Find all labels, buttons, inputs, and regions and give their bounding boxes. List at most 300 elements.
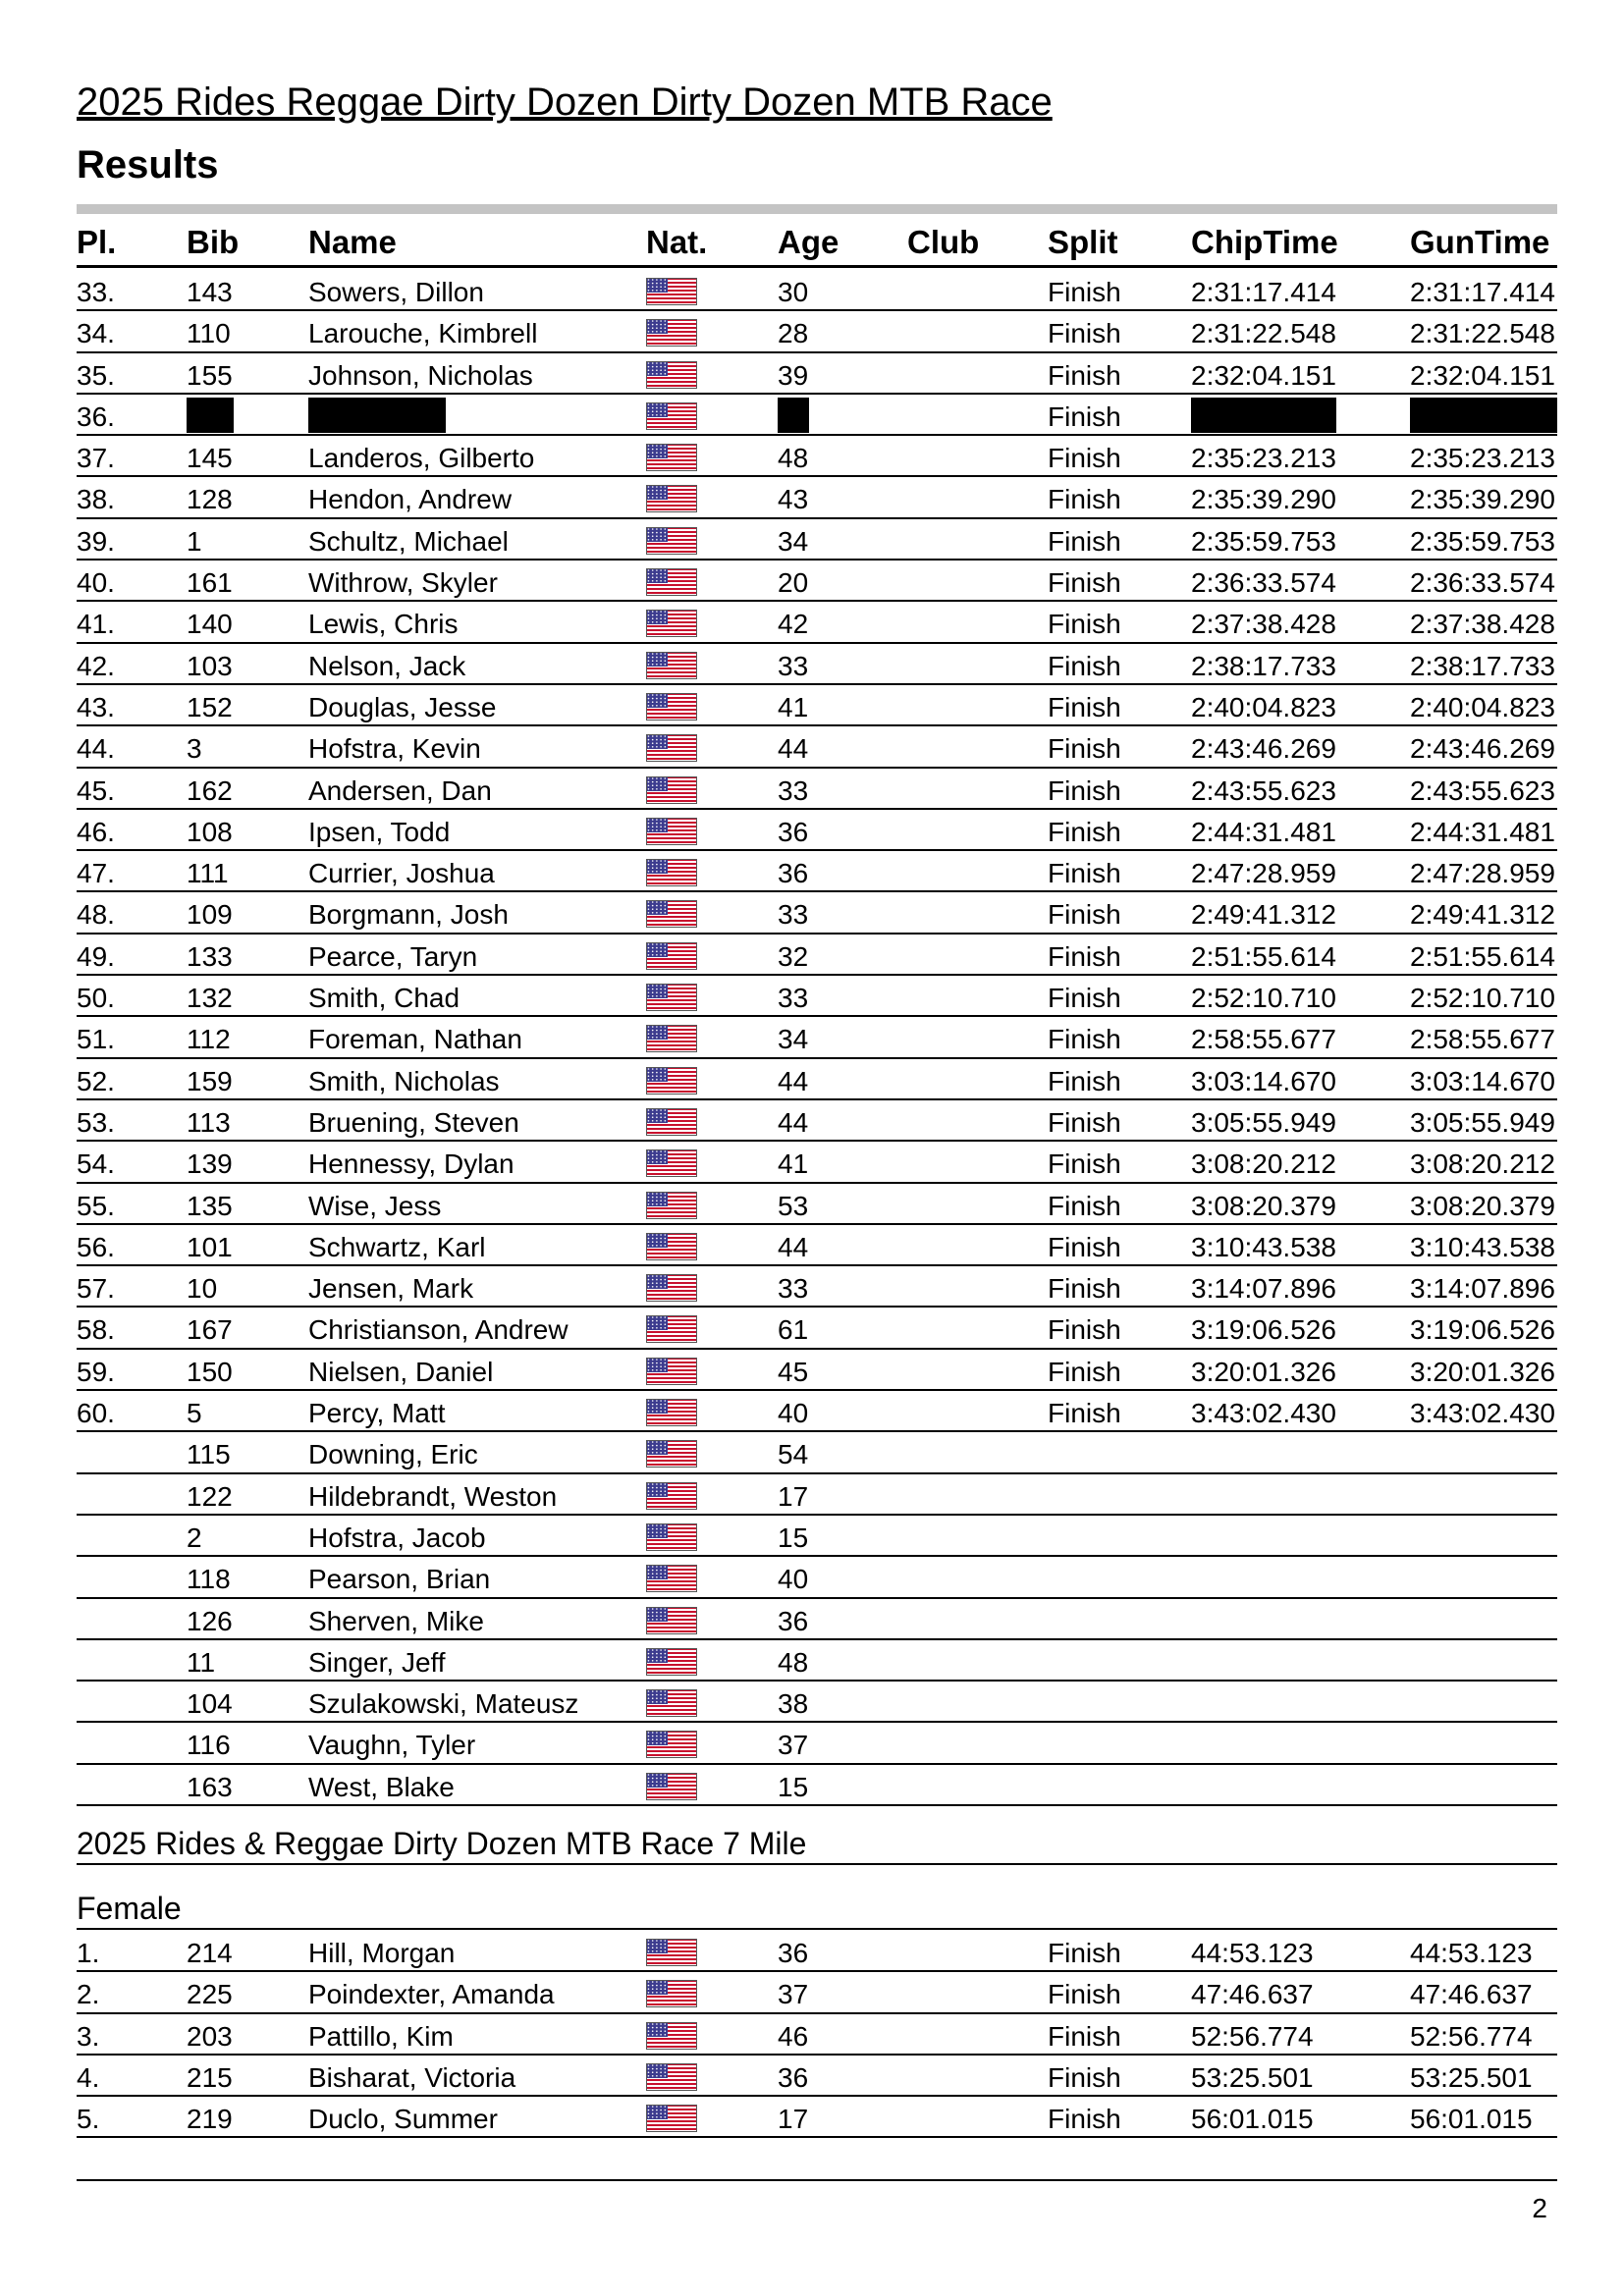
us-flag-icon [646, 1482, 697, 1510]
cell-chiptime: 3:10:43.538 [1191, 1231, 1336, 1262]
cell-name: Jensen, Mark [308, 1273, 474, 1305]
cell-split: Finish [1048, 359, 1121, 391]
us-flag-icon [646, 485, 697, 512]
cell-age: 34 [778, 525, 809, 557]
cell-name: Bruening, Steven [308, 1106, 519, 1138]
cell-split: Finish [1048, 277, 1121, 307]
cell-chiptime: 3:19:06.526 [1191, 1314, 1336, 1346]
table-row [77, 1266, 1557, 1308]
table-row [77, 436, 1557, 477]
cell-age: 48 [778, 1646, 809, 1678]
cell-age: 20 [778, 567, 809, 599]
cell-guntime: 2:52:10.710 [1410, 983, 1555, 1014]
cell-chiptime: 2:44:31.481 [1191, 816, 1336, 847]
cell-name: Wise, Jess [308, 1190, 442, 1221]
cell-age: 15 [778, 1771, 809, 1802]
table-row [77, 892, 1557, 934]
cell-place: 47. [77, 858, 115, 889]
us-flag-icon [646, 1274, 697, 1302]
cell-age: 36 [778, 816, 809, 847]
cell-split: Finish [1048, 1314, 1121, 1346]
cell-chiptime: 3:43:02.430 [1191, 1398, 1336, 1429]
cell-bib: 128 [187, 484, 233, 515]
table-row [77, 395, 1557, 436]
table-row [77, 810, 1557, 851]
cell-chiptime: 2:32:04.151 [1191, 359, 1336, 391]
cell-place: 41. [77, 609, 115, 640]
table-row [77, 1059, 1557, 1100]
us-flag-icon [646, 818, 697, 845]
cell-bib: 225 [187, 1979, 233, 2010]
cell-name: Hofstra, Kevin [308, 733, 481, 765]
us-flag-icon [646, 610, 697, 637]
cell-name: Hennessy, Dylan [308, 1148, 514, 1180]
race-title: 2025 Rides Reggae Dirty Dozen Dirty Dozen MTB Race [77, 80, 1053, 124]
cell-chiptime: 3:03:14.670 [1191, 1065, 1336, 1096]
col-place: Pl. [77, 224, 117, 260]
cell-guntime: 2:38:17.733 [1410, 650, 1555, 681]
cell-place: 60. [77, 1398, 115, 1429]
cell-age: 33 [778, 774, 809, 806]
cell-split: Finish [1048, 858, 1121, 889]
cell-guntime: 2:31:17.414 [1410, 277, 1555, 307]
cell-place: 39. [77, 525, 115, 557]
cell-chiptime: 2:31:17.414 [1191, 277, 1336, 307]
cell-split: Finish [1048, 484, 1121, 515]
cell-place: 40. [77, 567, 115, 599]
cell-bib: 11 [187, 1646, 216, 1678]
cell-age: 30 [778, 277, 809, 307]
cell-place: 38. [77, 484, 115, 515]
cell-age: 40 [778, 1398, 809, 1429]
table-row [77, 1308, 1557, 1349]
cell-guntime: 2:35:39.290 [1410, 484, 1555, 515]
cell-age: 44 [778, 1106, 809, 1138]
cell-age: 37 [778, 1979, 809, 2010]
cell-bib: 145 [187, 443, 233, 474]
cell-place: 54. [77, 1148, 115, 1180]
cell-age: 43 [778, 484, 809, 515]
page-number: 2 [1532, 2193, 1547, 2223]
cell-bib: 112 [187, 1024, 231, 1055]
cell-name: Nelson, Jack [308, 650, 466, 681]
cell-age: 44 [778, 1065, 809, 1096]
cell-guntime: 2:35:23.213 [1410, 443, 1555, 474]
results-table [77, 270, 1557, 1806]
cell-chiptime: 2:47:28.959 [1191, 858, 1336, 889]
cell-split: Finish [1048, 1024, 1121, 1055]
table-row [77, 1225, 1557, 1266]
cell-chiptime: 2:40:04.823 [1191, 691, 1336, 722]
cell-name: Sherven, Mike [308, 1605, 484, 1636]
us-flag-icon [646, 1399, 697, 1426]
cell-guntime: 3:10:43.538 [1410, 1231, 1555, 1262]
cell-name: Pearson, Brian [308, 1564, 491, 1595]
cell-guntime: 2:58:55.677 [1410, 1024, 1555, 1055]
table-row [77, 1017, 1557, 1058]
cell-chiptime: 2:36:33.574 [1191, 567, 1336, 599]
cell-chiptime: 56:01.015 [1191, 2104, 1314, 2135]
cell-name: Szulakowski, Mateusz [308, 1688, 579, 1720]
cell-place: 1. [77, 1938, 100, 1968]
cell-bib: 159 [187, 1065, 233, 1096]
cell-name: Currier, Joshua [308, 858, 495, 889]
cell-bib: 5 [187, 1398, 202, 1429]
cell-place: 50. [77, 983, 115, 1014]
cell-name: Borgmann, Josh [308, 899, 509, 931]
table-header [77, 224, 1557, 268]
cell-split: Finish [1048, 2020, 1121, 2052]
col-club: Club [907, 224, 980, 260]
cell-split: Finish [1048, 650, 1121, 681]
redaction-block [187, 398, 234, 433]
cell-place: 53. [77, 1106, 115, 1138]
cell-place: 36. [77, 400, 115, 432]
cell-bib: 118 [187, 1564, 231, 1595]
cell-name: Smith, Nicholas [308, 1065, 500, 1096]
cell-bib: 113 [187, 1106, 231, 1138]
us-flag-icon [646, 1607, 697, 1634]
cell-chiptime: 2:35:59.753 [1191, 525, 1336, 557]
cell-bib: 109 [187, 899, 233, 931]
cell-chiptime: 2:43:46.269 [1191, 733, 1336, 765]
cell-guntime: 3:20:01.326 [1410, 1356, 1555, 1387]
table-row [77, 477, 1557, 518]
col-bib: Bib [187, 224, 240, 260]
cell-age: 44 [778, 733, 809, 765]
cell-bib: 143 [187, 277, 233, 307]
cell-name: Johnson, Nicholas [308, 359, 533, 391]
us-flag-icon [646, 1025, 697, 1052]
cell-chiptime: 2:43:55.623 [1191, 774, 1336, 806]
cell-name: Nielsen, Daniel [308, 1356, 494, 1387]
table-row [77, 2097, 1557, 2138]
cell-age: 42 [778, 609, 809, 640]
us-flag-icon [646, 319, 697, 347]
cell-bib: 167 [187, 1314, 233, 1346]
us-flag-icon [646, 734, 697, 762]
cell-guntime: 2:37:38.428 [1410, 609, 1555, 640]
cell-bib: 110 [187, 318, 231, 349]
us-flag-icon [646, 1565, 697, 1592]
cell-split: Finish [1048, 2104, 1121, 2135]
cell-name: Withrow, Skyler [308, 567, 498, 599]
cell-name: West, Blake [308, 1771, 455, 1802]
us-flag-icon [646, 1648, 697, 1676]
cell-chiptime: 2:31:22.548 [1191, 318, 1336, 349]
cell-age: 17 [778, 1480, 809, 1512]
table-row [77, 1765, 1557, 1806]
cell-name: Duclo, Summer [308, 2104, 498, 2135]
cell-name: Landeros, Gilberto [308, 443, 535, 474]
us-flag-icon [646, 859, 697, 886]
redaction-block [308, 398, 446, 433]
cell-bib: 139 [187, 1148, 233, 1180]
cell-place: 59. [77, 1356, 115, 1387]
cell-age: 36 [778, 1605, 809, 1636]
cell-bib: 10 [187, 1273, 218, 1305]
cell-age: 45 [778, 1356, 809, 1387]
cell-guntime: 3:08:20.212 [1410, 1148, 1555, 1180]
us-flag-icon [646, 1067, 697, 1095]
table-row [77, 769, 1557, 810]
cell-place: 56. [77, 1231, 115, 1262]
redaction-block [1410, 398, 1557, 433]
cell-name: Larouche, Kimbrell [308, 318, 538, 349]
cell-split: Finish [1048, 400, 1121, 432]
cell-place: 37. [77, 443, 115, 474]
cell-name: Smith, Chad [308, 983, 460, 1014]
cell-name: Foreman, Nathan [308, 1024, 522, 1055]
footer-rule [77, 2179, 1557, 2181]
cell-split: Finish [1048, 1148, 1121, 1180]
table-row [77, 934, 1557, 976]
table-row [77, 1557, 1557, 1598]
col-split: Split [1048, 224, 1118, 260]
cell-age: 33 [778, 983, 809, 1014]
table-row [77, 1391, 1557, 1432]
cell-name: Pearce, Taryn [308, 940, 478, 972]
section-race-title: 2025 Rides & Reggae Dirty Dozen MTB Race 7 Mile [77, 1826, 807, 1861]
cell-place: 35. [77, 359, 115, 391]
cell-name: Singer, Jeff [308, 1646, 446, 1678]
us-flag-icon [646, 361, 697, 389]
cell-age: 28 [778, 318, 809, 349]
cell-age: 37 [778, 1730, 809, 1761]
us-flag-icon [646, 776, 697, 804]
cell-age: 41 [778, 691, 809, 722]
cell-place: 34. [77, 318, 115, 349]
cell-age: 33 [778, 1273, 809, 1305]
cell-chiptime: 3:08:20.379 [1191, 1190, 1336, 1221]
cell-age: 44 [778, 1231, 809, 1262]
cell-split: Finish [1048, 816, 1121, 847]
cell-age: 17 [778, 2104, 809, 2135]
cell-bib: 108 [187, 816, 233, 847]
table-row [77, 644, 1557, 685]
cell-split: Finish [1048, 983, 1121, 1014]
cell-guntime: 3:19:06.526 [1410, 1314, 1555, 1346]
table-row [77, 1640, 1557, 1682]
cell-age: 41 [778, 1148, 809, 1180]
table-row [77, 1972, 1557, 2013]
cell-chiptime: 3:05:55.949 [1191, 1106, 1336, 1138]
cell-guntime: 3:14:07.896 [1410, 1273, 1555, 1305]
table-row [77, 1142, 1557, 1183]
us-flag-icon [646, 1939, 697, 1966]
cell-place: 5. [77, 2104, 100, 2135]
col-nationality: Nat. [646, 224, 708, 260]
cell-guntime: 2:43:55.623 [1410, 774, 1555, 806]
col-chiptime: ChipTime [1191, 224, 1338, 260]
cell-bib: 219 [187, 2104, 233, 2135]
cell-place: 3. [77, 2020, 100, 2052]
cell-bib: 111 [187, 858, 229, 889]
cell-bib: 162 [187, 774, 233, 806]
cell-split: Finish [1048, 1356, 1121, 1387]
cell-split: Finish [1048, 1190, 1121, 1221]
cell-name: Percy, Matt [308, 1398, 446, 1429]
cell-guntime: 53:25.501 [1410, 2061, 1533, 2093]
cell-bib: 150 [187, 1356, 233, 1387]
cell-guntime: 2:32:04.151 [1410, 359, 1555, 391]
cell-name: Downing, Eric [308, 1439, 478, 1470]
cell-chiptime: 2:51:55.614 [1191, 940, 1336, 972]
cell-split: Finish [1048, 2061, 1121, 2093]
us-flag-icon [646, 1315, 697, 1343]
table-row [77, 270, 1557, 311]
cell-age: 33 [778, 650, 809, 681]
cell-place: 46. [77, 816, 115, 847]
us-flag-icon [646, 1149, 697, 1177]
us-flag-icon [646, 444, 697, 471]
us-flag-icon [646, 1192, 697, 1219]
cell-name: Schultz, Michael [308, 525, 509, 557]
cell-place: 44. [77, 733, 115, 765]
cell-name: Bisharat, Victoria [308, 2061, 516, 2093]
cell-age: 46 [778, 2020, 809, 2052]
table-row [77, 1184, 1557, 1225]
cell-bib: 122 [187, 1480, 233, 1512]
col-guntime: GunTime [1410, 224, 1550, 260]
us-flag-icon [646, 1523, 697, 1551]
cell-chiptime: 2:35:39.290 [1191, 484, 1336, 515]
cell-split: Finish [1048, 1979, 1121, 2010]
cell-split: Finish [1048, 733, 1121, 765]
us-flag-icon [646, 1358, 697, 1385]
redaction-block [778, 398, 809, 433]
category-row [77, 1881, 1557, 1930]
cell-chiptime: 2:52:10.710 [1191, 983, 1336, 1014]
cell-bib: 2 [187, 1522, 202, 1553]
us-flag-icon [646, 1108, 697, 1136]
cell-bib: 115 [187, 1439, 231, 1470]
table-row [77, 1599, 1557, 1640]
cell-bib: 161 [187, 567, 233, 599]
table-row [77, 1100, 1557, 1142]
cell-split: Finish [1048, 525, 1121, 557]
cell-place: 42. [77, 650, 115, 681]
cell-guntime: 2:43:46.269 [1410, 733, 1555, 765]
cell-age: 38 [778, 1688, 809, 1720]
us-flag-icon [646, 942, 697, 970]
table-row [77, 1350, 1557, 1391]
us-flag-icon [646, 278, 697, 305]
cell-name: Ipsen, Todd [308, 816, 451, 847]
cell-chiptime: 2:58:55.677 [1191, 1024, 1336, 1055]
cell-guntime: 2:36:33.574 [1410, 567, 1555, 599]
cell-chiptime: 2:37:38.428 [1191, 609, 1336, 640]
header-divider [77, 204, 1557, 214]
cell-split: Finish [1048, 443, 1121, 474]
cell-name: Andersen, Dan [308, 774, 492, 806]
table-row [77, 726, 1557, 768]
us-flag-icon [646, 2022, 697, 2050]
cell-split: Finish [1048, 1398, 1121, 1429]
cell-bib: 215 [187, 2061, 233, 2093]
col-age: Age [778, 224, 839, 260]
cell-chiptime: 2:49:41.312 [1191, 899, 1336, 931]
table-row [77, 1723, 1557, 1764]
cell-split: Finish [1048, 318, 1121, 349]
cell-bib: 3 [187, 733, 202, 765]
us-flag-icon [646, 1773, 697, 1800]
cell-name: Hill, Morgan [308, 1938, 456, 1968]
us-flag-icon [646, 527, 697, 555]
table-row [77, 602, 1557, 643]
cell-guntime: 3:43:02.430 [1410, 1398, 1555, 1429]
cell-age: 48 [778, 443, 809, 474]
cell-age: 54 [778, 1439, 809, 1470]
cell-age: 15 [778, 1522, 809, 1553]
cell-age: 36 [778, 1938, 809, 1968]
cell-split: Finish [1048, 691, 1121, 722]
cell-place: 48. [77, 899, 115, 931]
category-label: Female [77, 1891, 182, 1926]
cell-chiptime: 3:14:07.896 [1191, 1273, 1336, 1305]
table-row [77, 2056, 1557, 2097]
table-row [77, 685, 1557, 726]
cell-chiptime: 3:08:20.212 [1191, 1148, 1336, 1180]
table-row [77, 311, 1557, 352]
cell-bib: 126 [187, 1605, 233, 1636]
cell-guntime: 3:03:14.670 [1410, 1065, 1555, 1096]
cell-guntime: 44:53.123 [1410, 1938, 1533, 1968]
cell-guntime: 2:40:04.823 [1410, 691, 1555, 722]
cell-guntime: 2:31:22.548 [1410, 318, 1555, 349]
cell-chiptime: 2:38:17.733 [1191, 650, 1336, 681]
cell-bib: 101 [187, 1231, 233, 1262]
cell-place: 2. [77, 1979, 100, 2010]
cell-chiptime: 3:20:01.326 [1191, 1356, 1336, 1387]
cell-bib: 1 [187, 525, 202, 557]
cell-split: Finish [1048, 1065, 1121, 1096]
cell-name: Sowers, Dillon [308, 277, 484, 307]
cell-bib: 152 [187, 691, 233, 722]
cell-age: 53 [778, 1190, 809, 1221]
cell-place: 55. [77, 1190, 115, 1221]
table-row [77, 1931, 1557, 1972]
page-subtitle: Results [77, 143, 219, 187]
cell-split: Finish [1048, 940, 1121, 972]
us-flag-icon [646, 693, 697, 721]
us-flag-icon [646, 2105, 697, 2132]
cell-age: 34 [778, 1024, 809, 1055]
cell-split: Finish [1048, 1231, 1121, 1262]
cell-chiptime: 44:53.123 [1191, 1938, 1314, 1968]
cell-bib: 155 [187, 359, 233, 391]
cell-name: Schwartz, Karl [308, 1231, 486, 1262]
table-row [77, 1682, 1557, 1723]
table-row [77, 519, 1557, 561]
cell-chiptime: 53:25.501 [1191, 2061, 1314, 2093]
us-flag-icon [646, 1440, 697, 1468]
cell-place: 33. [77, 277, 115, 307]
cell-name: Hildebrandt, Weston [308, 1480, 558, 1512]
cell-bib: 133 [187, 940, 233, 972]
cell-name: Pattillo, Kim [308, 2020, 454, 2052]
cell-age: 39 [778, 359, 809, 391]
cell-guntime: 56:01.015 [1410, 2104, 1533, 2135]
cell-guntime: 2:51:55.614 [1410, 940, 1555, 972]
cell-place: 4. [77, 2061, 100, 2093]
cell-bib: 203 [187, 2020, 233, 2052]
us-flag-icon [646, 568, 697, 596]
cell-bib: 116 [187, 1730, 231, 1761]
cell-name: Douglas, Jesse [308, 691, 497, 722]
cell-guntime: 52:56.774 [1410, 2020, 1533, 2052]
cell-name: Christianson, Andrew [308, 1314, 568, 1346]
